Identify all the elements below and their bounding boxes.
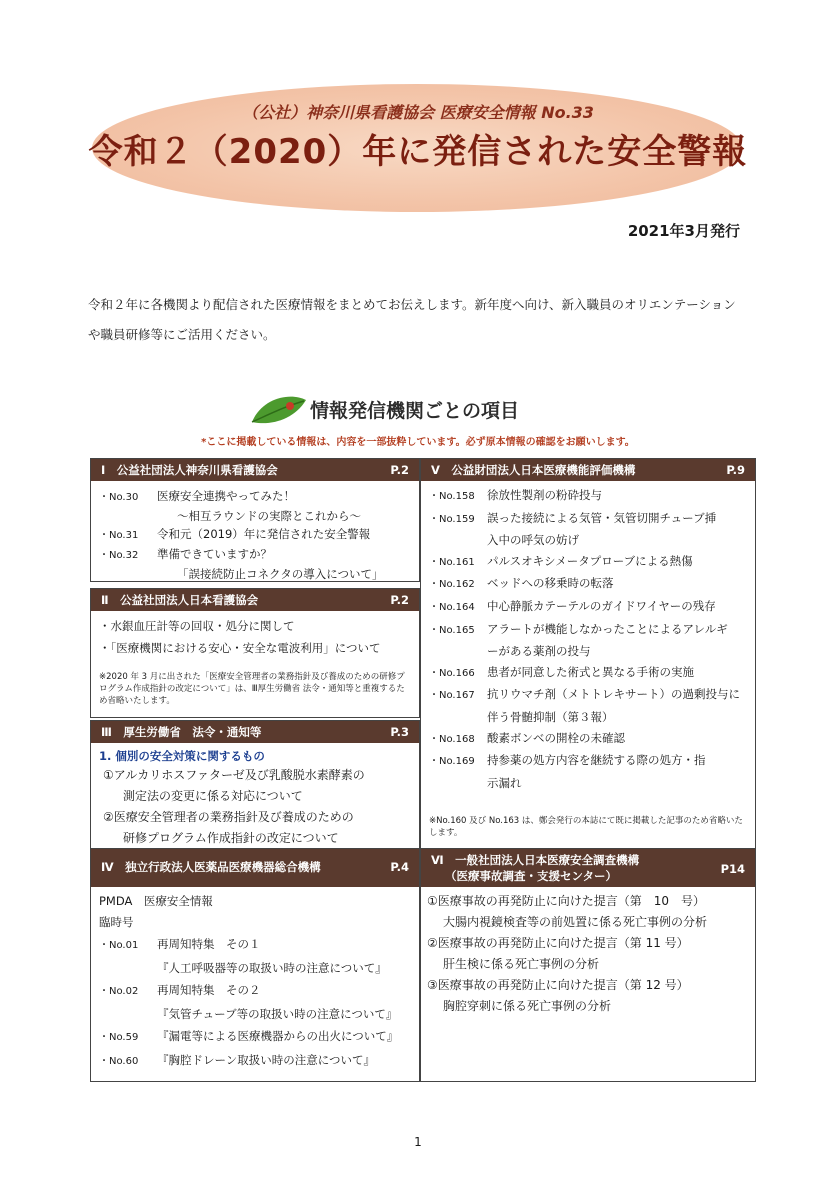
box-title: Ⅲ 厚生労働省 法令・通知等 [101,725,262,739]
list-item: ・「医療機関における安心・安全な電波利用」について [99,641,381,655]
box-page: P.2 [390,463,409,477]
list-item: 入中の呼気の妨げ [487,533,579,548]
list-item: ～相互ラウンドの実際とこれから～ [177,509,361,523]
sub-heading: 1. 個別の安全対策に関するもの [99,749,265,763]
box-kanagawa-nursing [90,458,420,582]
list-item: 『人工呼吸器等の取扱い時の注意について』 [157,961,387,975]
box-page: P14 [720,862,745,876]
list-item: ①アルカリホスファターゼ及び乳酸脱水素酵素の [103,768,365,782]
box-title-line2: （医療事故調査・支援センター） [445,869,618,883]
list-item: ・No.60 『胸腔ドレーン取扱い時の注意について』 [99,1053,376,1067]
box-title: Ⅴ 公益財団法人日本医療機能評価機構 [431,463,636,477]
box-header [91,459,419,481]
box-jcqhc [420,458,756,850]
list-item: ・No.167 抗リウマチ剤（メトトレキサート）の過剰投与に [429,687,740,702]
issue-date: 2021年3月発行 [627,222,740,240]
document-title: 令和２（2020）年に発信された安全警報 [88,132,748,172]
box-header [91,721,419,743]
document-subtitle: （公社）神奈川県看護協会 医療安全情報 No.33 [242,103,594,122]
box-title-group [431,852,639,887]
box-title: Ⅵ 一般社団法人日本医療安全調査機構 [431,853,640,867]
list-item: ・No.165 アラートが機能しなかったことによるアレルギ [429,621,728,636]
notice-text: *ここに掲載している情報は、内容を一部抜粋しています。必ず原本情報の確認をお願いします。 [201,437,635,448]
list-item: ・水銀血圧計等の回収・処分に関して [99,619,295,633]
list-item: ・No.158 徐放性製剤の粉砕投与 [429,488,602,502]
box-header [91,849,419,887]
list-item: 示漏れ [487,775,522,790]
box-title: Ⅱ 公益社団法人日本看護協会 [101,593,259,607]
list-item: ②医療事故の再発防止に向けた提言（第 11 号） [427,936,689,950]
box-note: ※No.160 及び No.163 は、鄭会発行の本誌にて既に掲載した記事のため省略いたします。 [429,816,743,839]
list-item: ・No.162 ベッドへの移乗時の転落 [429,576,614,591]
box-japan-nursing [90,588,420,718]
list-item-continued: 測定法の変更に係る対応について [123,789,303,803]
box-header [91,589,419,611]
box-page: P.9 [726,463,745,477]
list-item: ・No.166 患者が同意した術式と異なる手術の実施 [429,664,694,679]
box-mhlw [90,720,420,850]
list-item: 『気管チューブ等の取扱い時の注意について』 [157,1007,398,1021]
list-item: ・No.01 再周知特集 その１ [99,937,261,951]
list-item: 「誤接続防止コネクタの導入について」 [177,567,384,581]
list-item: ーがある薬剤の投与 [487,644,591,659]
list-item-continued: 研修プログラム作成指針の改定について [123,831,339,845]
intro-paragraph: 令和２年に各機関より配信された医療情報をまとめてお伝えします。新年度へ向け、新入職員のオリエンテーションや職員研修等にご活用ください。 [88,297,736,342]
box-page: P.2 [390,593,409,607]
page-number: 1 [414,1135,422,1149]
box-jmsa [420,848,756,1082]
list-item: ・No.164 中心静脈カテーテルのガイドワイヤーの残存 [429,598,716,613]
list-item: ・No.159 誤った接続による気管・気管切開チューブ挿 [429,510,717,525]
box-title: Ⅰ 公益社団法人神奈川県看護協会 [101,463,278,477]
list-item: ・No.02 再周知特集 その２ [99,983,261,997]
pmda-subheading: 臨時号 [99,915,134,929]
list-item: ①医療事故の再発防止に向けた提言（第 10 号） [427,894,706,908]
box-title: Ⅳ 独立行政法人医薬品医療機器総合機構 [101,860,321,874]
list-item: ・No.31 令和元（2019）年に発信された安全警報 [99,527,371,541]
list-item: ②医療安全管理者の業務指針及び養成のための [103,810,354,824]
box-pmda [90,848,420,1082]
list-item-continued: 肝生検に係る死亡事例の分析 [443,957,600,971]
list-item: ・No.32 準備できていますか？ [99,547,272,561]
leaf-icon [250,392,308,426]
list-item: ③医療事故の再発防止に向けた提言（第 12 号） [427,978,689,992]
list-item: ・No.161 パルスオキシメータプローブによる熱傷 [429,553,693,568]
box-note: ※2020 年 3 月に出された「医療安全管理者の業務指針及び養成のための研修プログラム作成指針の改定について」は、Ⅲ厚生労働省 法令・通知等と重複するため省略いたします。 [99,672,405,706]
list-item-continued: 胸腔穿刺に係る死亡事例の分析 [443,999,612,1013]
box-page: P.4 [390,860,409,874]
section-heading: 情報発信機関ごとの項目 [310,400,520,422]
box-page: P.3 [390,725,409,739]
list-item: 伴う骨髄抑制（第３報） [487,709,614,724]
list-item: ・No.168 酸素ボンベの開栓の未確認 [429,730,625,745]
box-header [421,459,755,481]
list-item: ・No.169 持参薬の処方内容を継続する際の処方・指 [429,753,706,768]
pmda-heading: PMDA 医療安全情報 [99,894,213,908]
list-item: ・No.59 『漏電等による医療機器からの出火について』 [99,1029,399,1043]
box-header [421,849,755,887]
list-item: ・No.30 医療安全連携やってみた！ [99,489,295,503]
list-item-continued: 大腸内視鏡検査等の前処置に係る死亡事例の分析 [443,915,708,929]
